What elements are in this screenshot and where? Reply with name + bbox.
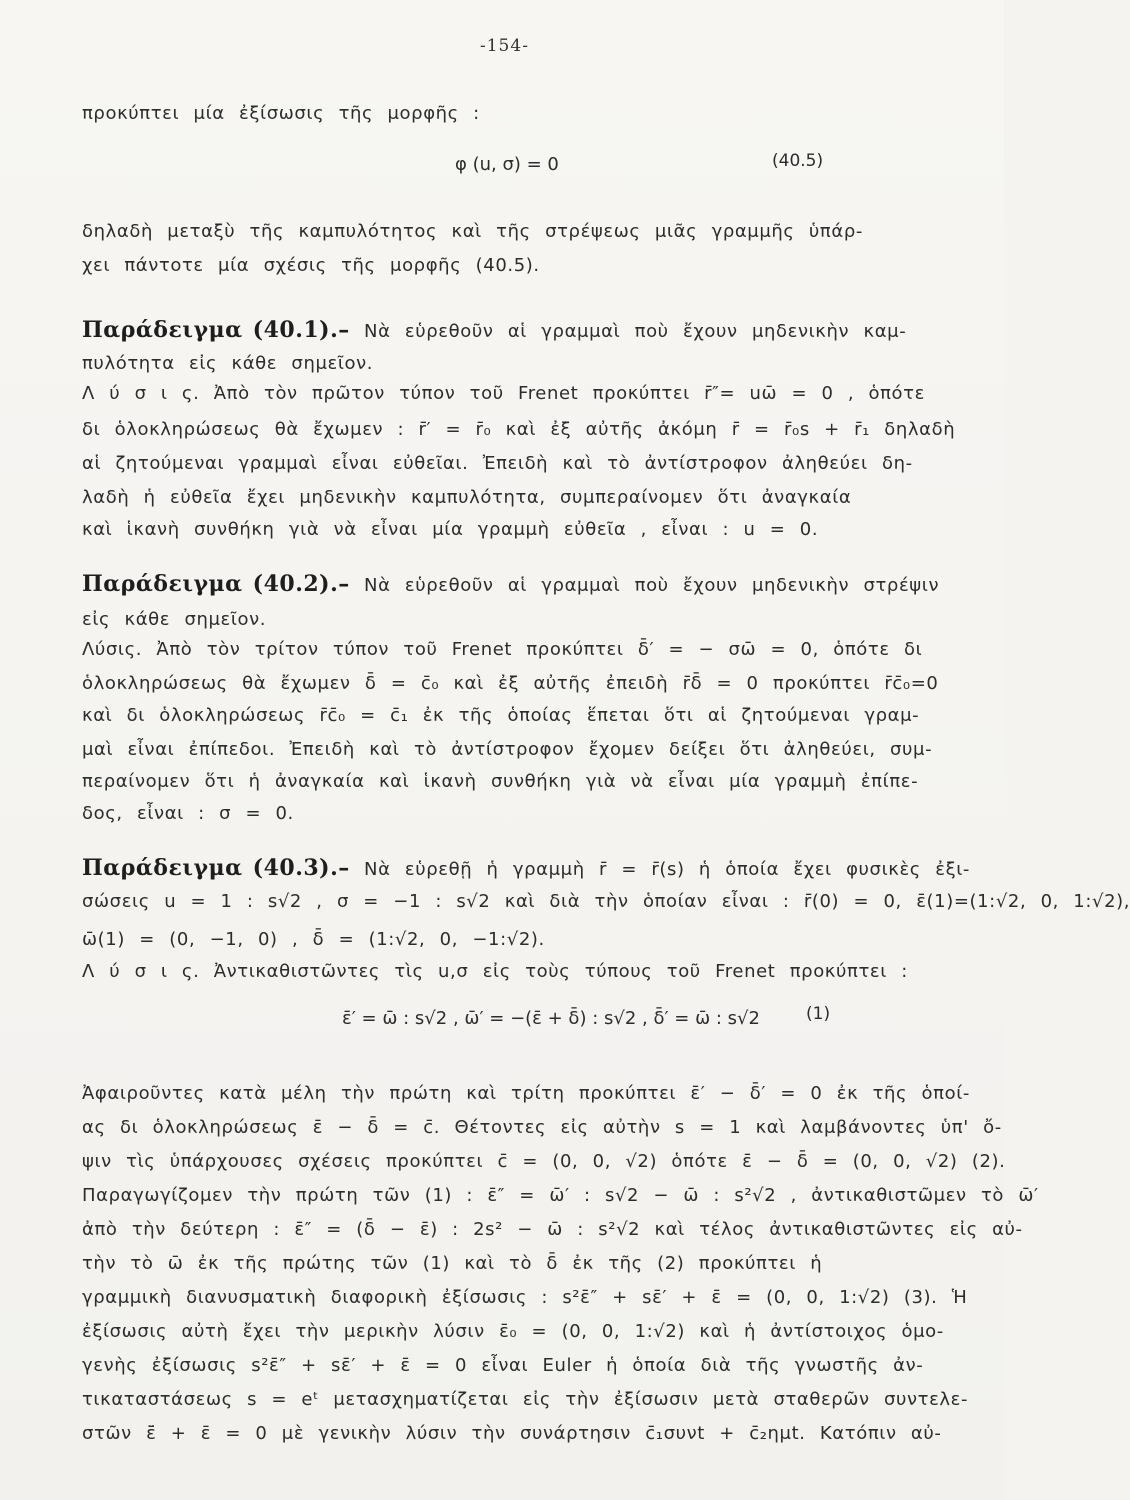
text-line: αἱ ζητούμεναι γραμμαὶ εἶναι εὐθεῖαι. Ἐπειδὴ καὶ τὸ ἀντίστροφον ἀληθεύει δη- bbox=[82, 453, 913, 474]
text-line: δι ὁλοκληρώσεως θὰ ἔχωμεν : r̄′ = r̄₀ καὶ ἐξ αὐτῆς ἀκόμη r̄ = r̄₀s + r̄₁ δηλαδὴ bbox=[82, 419, 956, 440]
text-line: τικαταστάσεως s = eᵗ μετασχηματίζεται εἰς τὴν ἐξίσωσιν μετὰ σταθερῶν συντελε- bbox=[82, 1389, 969, 1410]
text-line: Λύσις. Ἀπὸ τὸν τρίτον τύπον τοῦ Frenet προκύπτει δ̄′ = − σω̄ = 0, ὁπότε δι bbox=[82, 639, 923, 660]
text-line: καὶ ἱκανὴ συνθήκη γιὰ νὰ εἶναι μία γραμμὴ εὐθεῖα , εἶναι : u = 0. bbox=[82, 519, 819, 540]
equation-40-5: φ (u, σ) = 0 bbox=[455, 154, 559, 175]
text-line: Ἀφαιροῦντες κατὰ μέλη τὴν πρώτη καὶ τρίτη προκύπτει ε̄′ − δ̄′ = 0 ἐκ τῆς ὁποί- bbox=[82, 1083, 970, 1104]
text-line: γραμμικὴ διανυσματικὴ διαφορικὴ ἐξίσωσις : s²ε̄″ + sε̄′ + ε̄ = (0, 0, 1:√2) (3). Ἡ bbox=[82, 1287, 968, 1308]
text-line: Λ ύ σ ι ς. Ἀντικαθιστῶντες τὶς u,σ εἰς τοὺς τύπους τοῦ Frenet προκύπτει : bbox=[82, 961, 908, 982]
text-line: δος, εἶναι : σ = 0. bbox=[82, 803, 294, 824]
page-number: -154- bbox=[480, 36, 529, 56]
text-line: καὶ δι ὁλοκληρώσεως r̄c̄₀ = c̄₁ ἐκ τῆς ὁποίας ἕπεται ὅτι αἱ ζητούμεναι γραμ- bbox=[82, 705, 920, 726]
text-line: ψιν τὶς ὑπάρχουσες σχέσεις προκύπτει c̄ = (0, 0, √2) ὁπότε ε̄ − δ̄ = (0, 0, √2) (2). bbox=[82, 1151, 1006, 1172]
equation-system-1: ε̄′ = ω̄ : s√2 , ω̄′ = −(ε̄ + δ̄) : s√2 , δ̄′ = ω̄ : s√2 bbox=[342, 1008, 760, 1029]
example-title: Παράδειγμα (40.2).– bbox=[82, 571, 350, 597]
text-line: στῶν ε̄̈ + ε̄ = 0 μὲ γενικὴν λύσιν τὴν συνάρτησιν c̄₁συνt + c̄₂ημt. Κατόπιν αὐ- bbox=[82, 1423, 942, 1444]
example-statement: Νὰ εὑρεθῇ ἡ γραμμὴ r̄ = r̄(s) ἡ ὁποία ἔχει φυσικὲς ἐξι- bbox=[349, 859, 971, 880]
example-statement: Νὰ εὑρεθοῦν αἱ γραμμαὶ ποὺ ἔχουν μηδενικὴν καμ- bbox=[349, 321, 907, 342]
text-line: χει πάντοτε μία σχέσις τῆς μορφῆς (40.5). bbox=[82, 255, 540, 276]
text-line: Λ ύ σ ι ς. Ἀπὸ τὸν πρῶτον τύπον τοῦ Frenet προκύπτει r̄″= uω̄ = 0 , ὁπότε bbox=[82, 383, 925, 404]
text-line: ὁλοκληρώσεως θὰ ἔχωμεν δ̄ = c̄₀ καὶ ἐξ αὐτῆς ἐπειδὴ r̄δ̄ = 0 προκύπτει r̄c̄₀=0 bbox=[82, 673, 939, 694]
text-line: περαίνομεν ὅτι ἡ ἀναγκαία καὶ ἱκανὴ συνθήκη γιὰ νὰ εἶναι μία γραμμὴ ἐπίπε- bbox=[82, 771, 919, 792]
text-line: δηλαδὴ μεταξὺ τῆς καμπυλότητος καὶ τῆς στρέψεως μιᾶς γραμμῆς ὑπάρ- bbox=[82, 221, 863, 242]
example-heading-40-1 bbox=[82, 318, 942, 342]
text-line: ας δι ὁλοκληρώσεως ε̄ − δ̄ = c̄. Θέτοντες εἰς αὐτὴν s = 1 καὶ λαμβάνοντες ὑπ' ὄ- bbox=[82, 1117, 1002, 1138]
text-line: τὴν τὸ ω̄ ἐκ τῆς πρώτης τῶν (1) καὶ τὸ δ̄ ἐκ τῆς (2) προκύπτει ἡ bbox=[82, 1253, 823, 1274]
text-line: ω̄(1) = (0, −1, 0) , δ̄ = (1:√2, 0, −1:√2). bbox=[82, 929, 545, 950]
text-line: ἀπὸ τὴν δεύτερη : ε̄″ = (δ̄ − ε̄) : 2s² − ω̄ : s²√2 καὶ τέλος ἀντικαθιστῶντες εἰς αὐ- bbox=[82, 1219, 1023, 1240]
text-line: προκύπτει μία ἐξίσωσις τῆς μορφῆς : bbox=[82, 103, 480, 124]
example-title: Παράδειγμα (40.3).– bbox=[82, 855, 350, 881]
text-line: λαδὴ ἡ εὐθεῖα ἔχει μηδενικὴν καμπυλότητα, συμπεραίνομεν ὅτι ἀναγκαία bbox=[82, 487, 852, 508]
example-title: Παράδειγμα (40.1).– bbox=[82, 317, 350, 343]
text-line: μαὶ εἶναι ἐπίπεδοι. Ἐπειδὴ καὶ τὸ ἀντίστροφον ἔχομεν δείξει ὅτι ἀληθεύει, συμ- bbox=[82, 739, 933, 760]
example-heading-40-3 bbox=[82, 855, 971, 881]
equation-number-1: (1) bbox=[806, 1004, 831, 1024]
text-line: Παραγωγίζομεν τὴν πρώτη τῶν (1) : ε̄″ = ω̄′ : s√2 − ω̄ : s²√2 , ἀντικαθιστῶμεν τὸ ω̄′ bbox=[82, 1185, 1039, 1206]
equation-number-40-5: (40.5) bbox=[772, 151, 824, 171]
example-heading-40-2 bbox=[82, 572, 942, 596]
example-statement: Νὰ εὑρεθοῦν αἱ γραμμαὶ ποὺ ἔχουν μηδενικὴν στρέψιν bbox=[349, 575, 940, 596]
text-line: σώσεις u = 1 : s√2 , σ = −1 : s√2 καὶ διὰ τὴν ὁποίαν εἶναι : r̄(0) = 0, ε̄(1)=(1:√2, 0, 1:√2), bbox=[82, 891, 1130, 912]
text-line: πυλότητα εἰς κάθε σημεῖον. bbox=[82, 353, 374, 374]
text-line: εἰς κάθε σημεῖον. bbox=[82, 609, 267, 630]
text-line: ἐξίσωσις αὐτὴ ἔχει τὴν μερικὴν λύσιν ε̄₀ = (0, 0, 1:√2) καὶ ἡ ἀντίστοιχος ὁμο- bbox=[82, 1321, 944, 1342]
text-line: γενὴς ἐξίσωσις s²ε̄″ + sε̄′ + ε̄ = 0 εἶναι Euler ἡ ὁποία διὰ τῆς γνωστῆς ἀν- bbox=[82, 1355, 924, 1376]
